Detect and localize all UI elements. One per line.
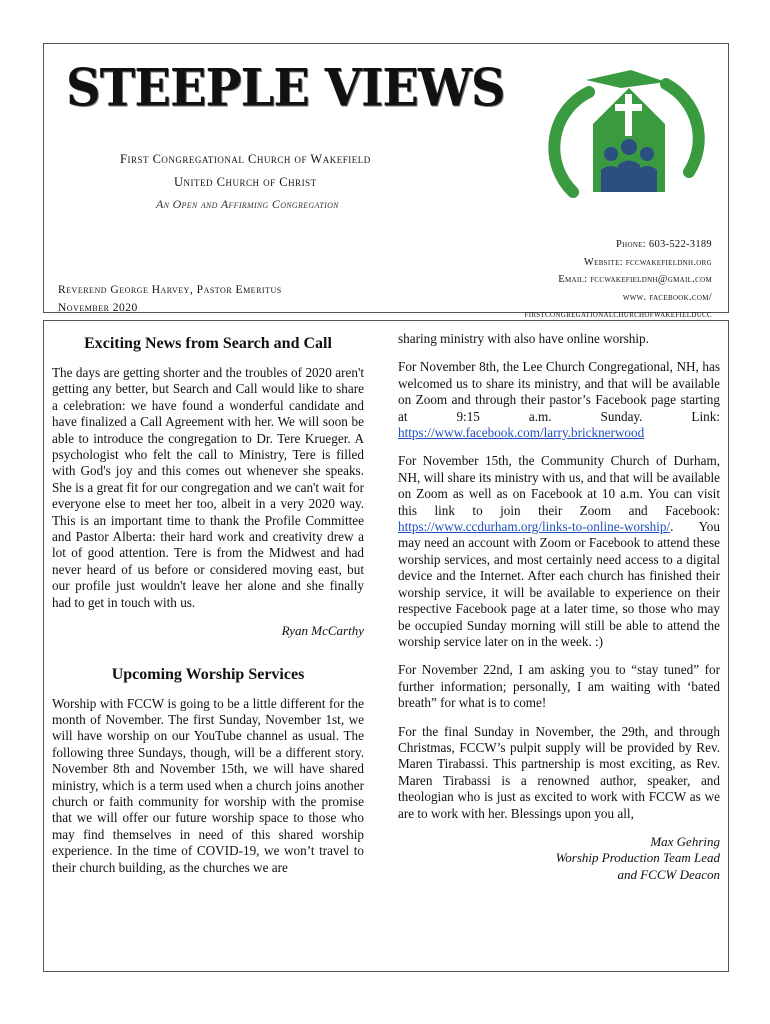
- durham-text-b: . You may need an account with Zoom or Facebook to attend these worship services, and most certainly need access to a digital device and the Internet. After each church has finished their worship service, it will be available to experience on their respective Facebook page at a later time, so those who may be occupied Sunday morning will still be able to attend the worship service later on in the week. :): [398, 519, 720, 649]
- final-sunday-paragraph: For the final Sunday in November, the 29th, and through Christmas, FCCW’s pulpit supply will be provided by Rev. Maren Tirabassi. This partnership is most exciting, as Rev. Maren Tirabassi is a renowned author, speaker, and theologian who is just as excited to work with FCCW as we are to work with her. Blessings upon you all,: [398, 723, 720, 821]
- masthead-title: STEEPLE VIEWS: [66, 58, 505, 119]
- signature-role: Worship Production Team Lead: [555, 850, 720, 866]
- contact-block: [392, 236, 712, 324]
- news-title: Exciting News from Search and Call: [84, 335, 332, 352]
- signature-name: Max Gehring: [650, 833, 720, 849]
- lee-church-link[interactable]: https://www.facebook.com/larry.bricknerwood: [398, 425, 645, 441]
- contact-website: Website: fccwakefieldnh.org: [583, 256, 712, 268]
- content-box: [43, 320, 729, 972]
- contact-facebook-line1: www. facebook.com/: [622, 291, 712, 303]
- durham-link[interactable]: https://www.ccdurham.org/links-to-online-worship/: [398, 519, 671, 535]
- worship-title: Upcoming Worship Services: [111, 665, 305, 683]
- durham-text-a: For November 15th, the Community Church of Durham, NH, will share its ministry with us, and that will be available on Zoom as well as on Facebook at 10 a.m. You can visit this link to join their Zoom and Facebook:: [398, 453, 720, 518]
- contact-phone: Phone: 603-522-3189: [615, 239, 712, 250]
- lee-church-text: For November 8th, the Lee Church Congregational, NH, has welcomed us to share its ministry, and that will be available on Zoom and through their pastor’s Facebook page starting at 9:15 a.m. Sunday. Link:: [398, 359, 720, 424]
- header-box: [43, 43, 729, 320]
- durham-paragraph: [398, 453, 720, 650]
- news-signature: Ryan McCarthy: [281, 623, 364, 639]
- nov22-paragraph: For November 22nd, I am asking you to “stay tuned” for further information; personally, I am waiting with ‘bated breath” for what is to come!: [398, 662, 720, 711]
- church-name: First Congregational Church of Wakefield: [120, 152, 371, 166]
- church-cross-people-logo-icon: [541, 62, 711, 212]
- worship-signature: [398, 834, 720, 883]
- contact-email: Email: fccwakefieldnh@gmail.com: [558, 274, 712, 285]
- right-column: [398, 331, 720, 883]
- news-body: The days are getting shorter and the troubles of 2020 aren't getting any better, but Search and Call would like to share a celebration: we have found a wonderful candidate and have finalized a Call Agreement with her. We will soon be able to introduce the congregation to Dr. Tere Krueger. A psychologist who felt the call to Ministry, Tere is filled with God's joy and this comes out whenever she speaks. She is a great fit for our congregation and we can't wait for everyone else to meet her too, albeit in a very 2020 way. This is an important time to thank the Profile Committee and Pastor Alberta: their hard work and creativity drew a lot of good attention. Tere is from the Midwest and had never heard of us before or considered moving east, but our profile just wouldn't leave her alone and she finally had to get in touch with us.: [52, 365, 364, 610]
- church-denomination: United Church of Christ: [174, 175, 317, 189]
- pastor-line: Reverend George Harvey, Pastor Emeritus: [58, 284, 282, 296]
- contact-facebook-line2: firstcongregationalchurchofwakefielducc: [524, 309, 712, 320]
- signature-role2: and FCCW Deacon: [617, 866, 720, 882]
- worship-body: Worship with FCCW is going to be a little different for the month of November. The first Sunday, November 1st, we will have worship on our YouTube channel as usual. The following three Sundays, though, will be a different story. November 8th and November 15th, we will have shared ministry, which is a term used when a church joins another church or faith community for worship with the promise that we will offer our future worship space to those who may find themselves in need of this shared worship experience. In the time of COVID-19, we won’t travel to their church building, as the churches we are: [52, 695, 364, 875]
- worship-continued: sharing ministry with also have online worship.: [398, 331, 649, 346]
- issue-date: November 2020: [58, 302, 138, 314]
- left-column: [52, 335, 364, 888]
- lee-church-paragraph: [398, 359, 720, 441]
- church-tagline: An Open and Affirming Congregation: [156, 197, 339, 211]
